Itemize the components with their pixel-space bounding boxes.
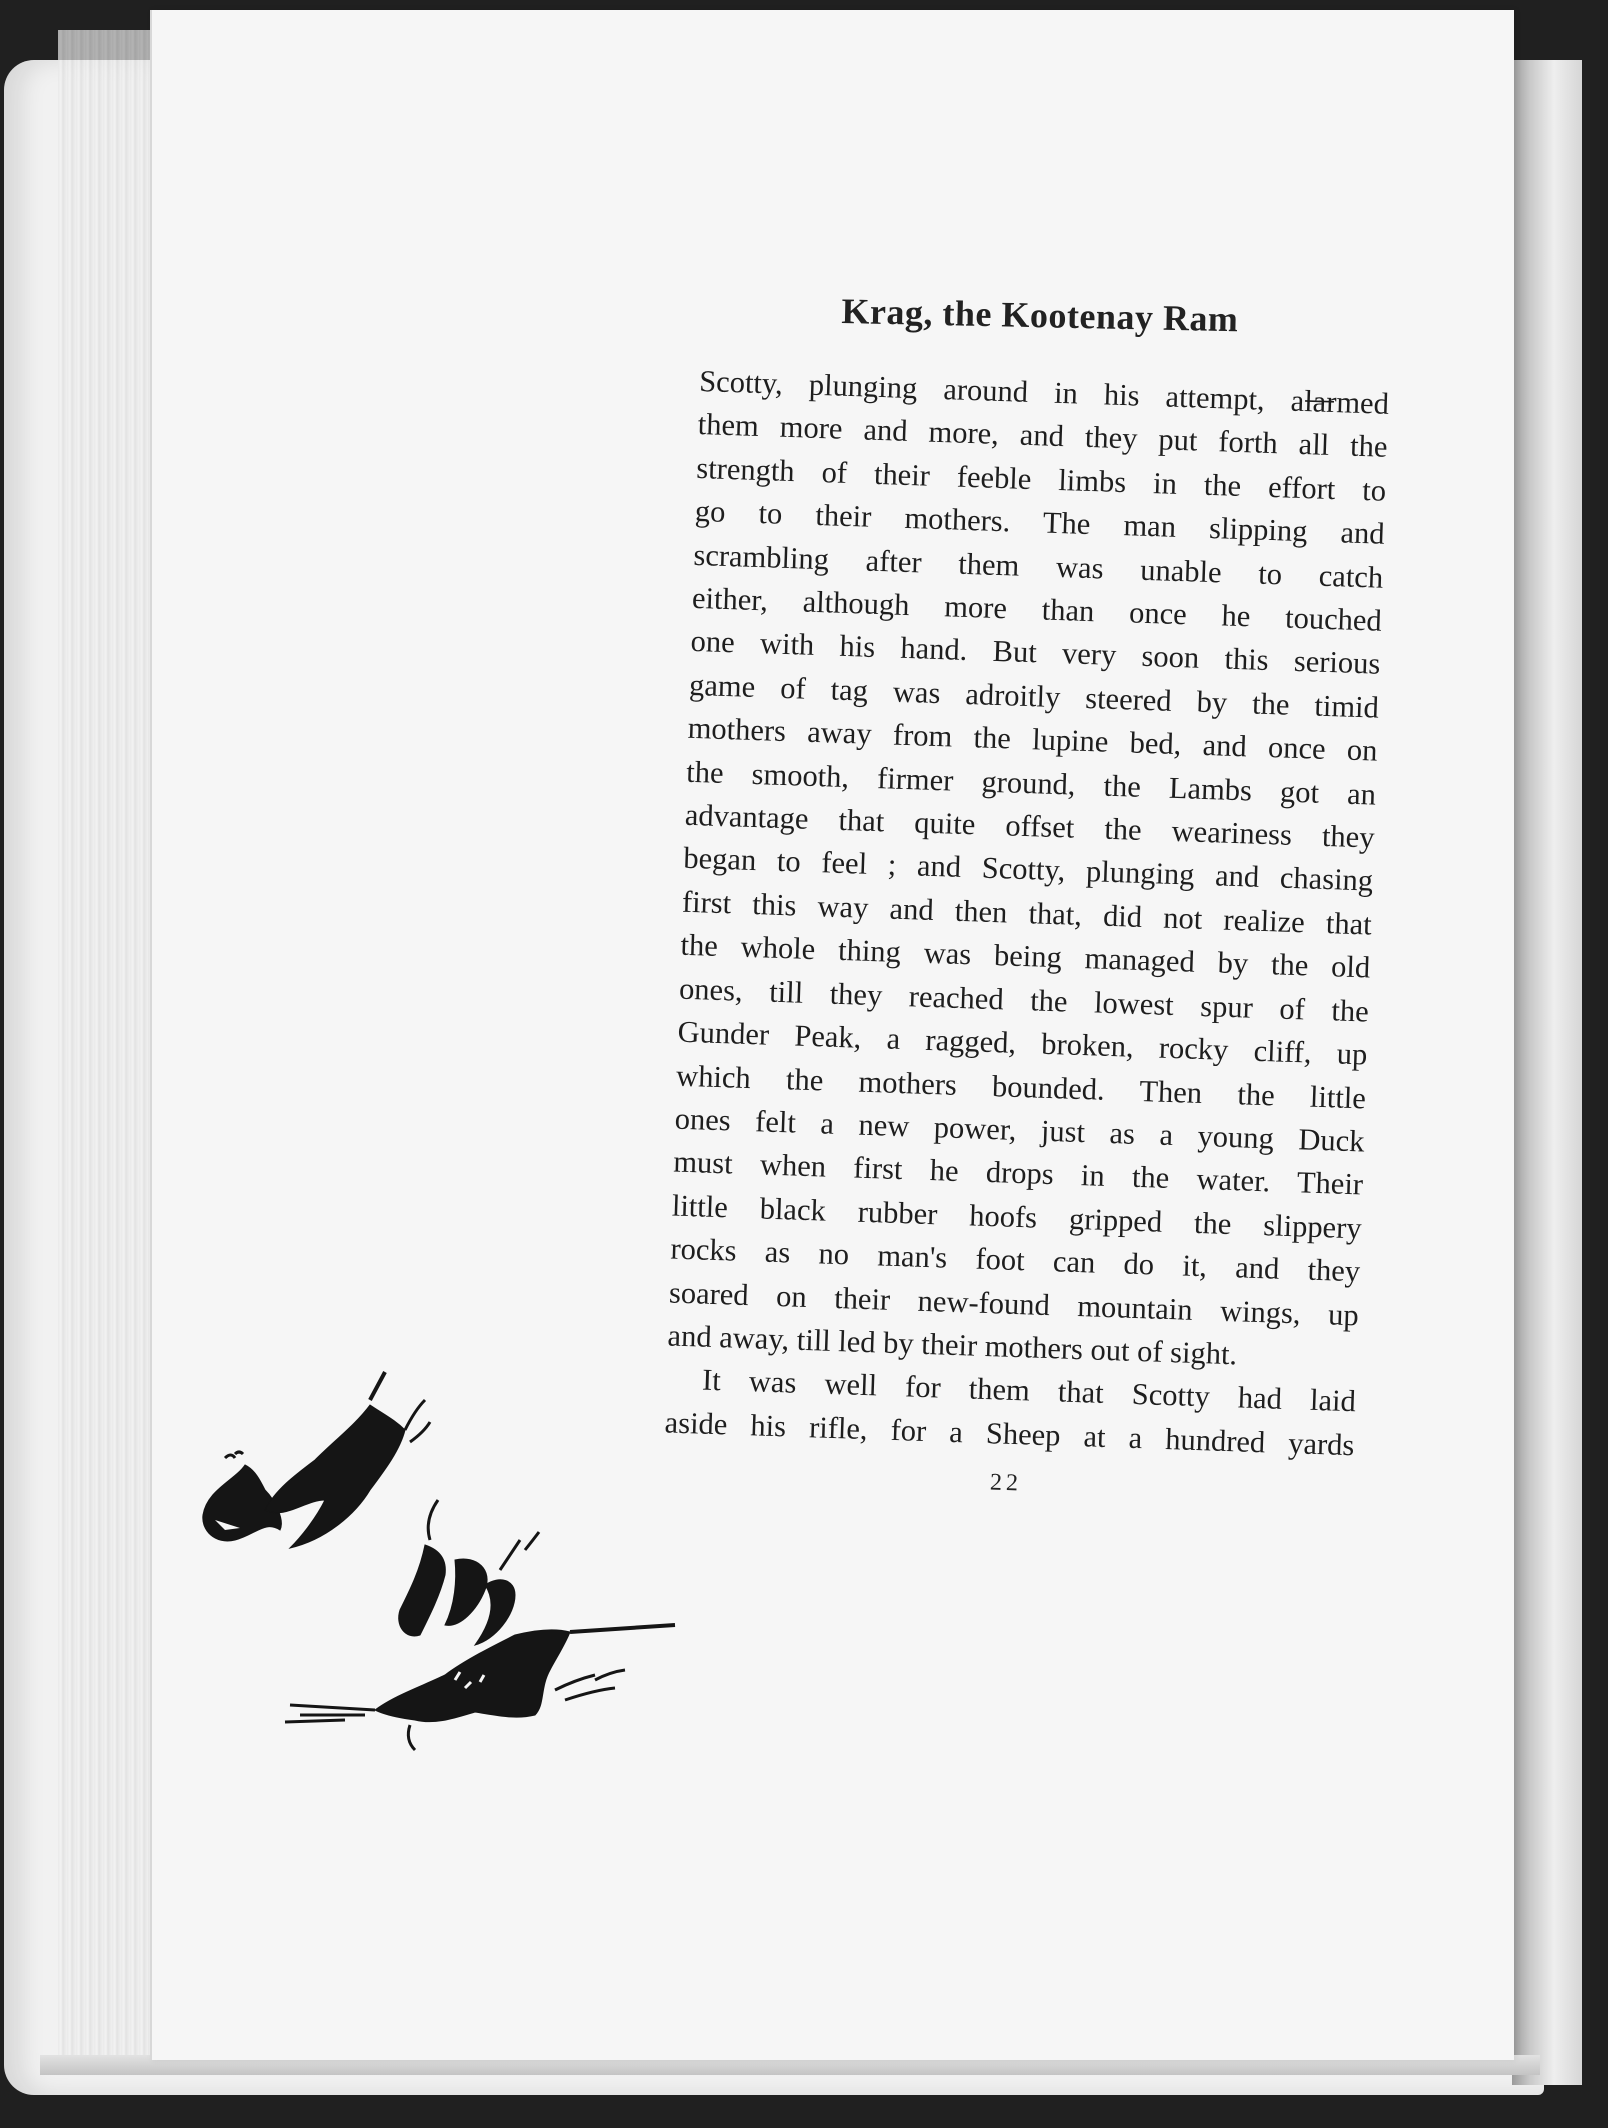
text-line: strength of their feeble limbs in the effort to <box>695 450 1387 508</box>
text-line: It was well for them that Scotty had laid <box>701 1362 1357 1419</box>
text-line: first this way and then that, did not realize that <box>681 884 1373 942</box>
text-line: ones felt a new power, just as a young Duck <box>674 1101 1366 1159</box>
text-line: one with his hand. But very soon this serious <box>690 624 1381 682</box>
text-line: soared on their new-found mountain wings, up <box>668 1275 1360 1332</box>
sheep-hoofprints-sketch-icon <box>195 1370 895 1780</box>
hoof-sketch-left <box>203 1452 282 1541</box>
book-gutter <box>1512 60 1582 2085</box>
text-line: them more and more, and they put forth all the <box>697 407 1389 465</box>
text-line: mothers away from the lupine bed, and once on <box>687 711 1378 768</box>
text-line: Gunder Peak, a ragged, broken, rocky cliff, up <box>677 1014 1368 1072</box>
text-line: the whole thing was being managed by the old <box>680 927 1371 985</box>
text-line: advantage that quite offset the weariness they <box>684 797 1376 855</box>
running-head: Krag, the Kootenay Ram <box>841 290 1239 340</box>
text-line: go to their mothers. The man slipping and <box>694 494 1386 552</box>
hoof-sketch-center <box>399 1500 539 1645</box>
text-line: rocks as no man's foot can do it, and they <box>669 1231 1361 1289</box>
text-line: scrambling after them was unable to catch <box>692 537 1384 595</box>
text-line: which the mothers bounded. Then the little <box>675 1058 1367 1115</box>
text-line: aside his rifle, for a Sheep at a hundred yards <box>664 1405 1355 1463</box>
text-line: began to feel ; and Scotty, plunging and chasing <box>682 841 1374 899</box>
text-line: the smooth, firmer ground, the Lambs got an <box>685 754 1377 812</box>
body-text <box>664 360 1390 1467</box>
text-line: game of tag was adroitly steered by the timid <box>688 667 1380 725</box>
hoof-sketch-middle <box>265 1372 430 1548</box>
text-line: ones, till they reached the lowest spur of the <box>678 971 1370 1029</box>
text-line: little black rubber hoofs gripped the slippery <box>671 1188 1363 1246</box>
text-line: must when first he drops in the water. Their <box>672 1144 1364 1202</box>
text-line: and away, till led by their mothers out of sight. <box>667 1318 1238 1372</box>
page-number: 22 <box>989 1469 1023 1497</box>
text-line: Scotty, plunging around in his attempt, al̶a̶rmed <box>698 363 1390 421</box>
text-line: either, although more than once he touched <box>691 580 1383 638</box>
